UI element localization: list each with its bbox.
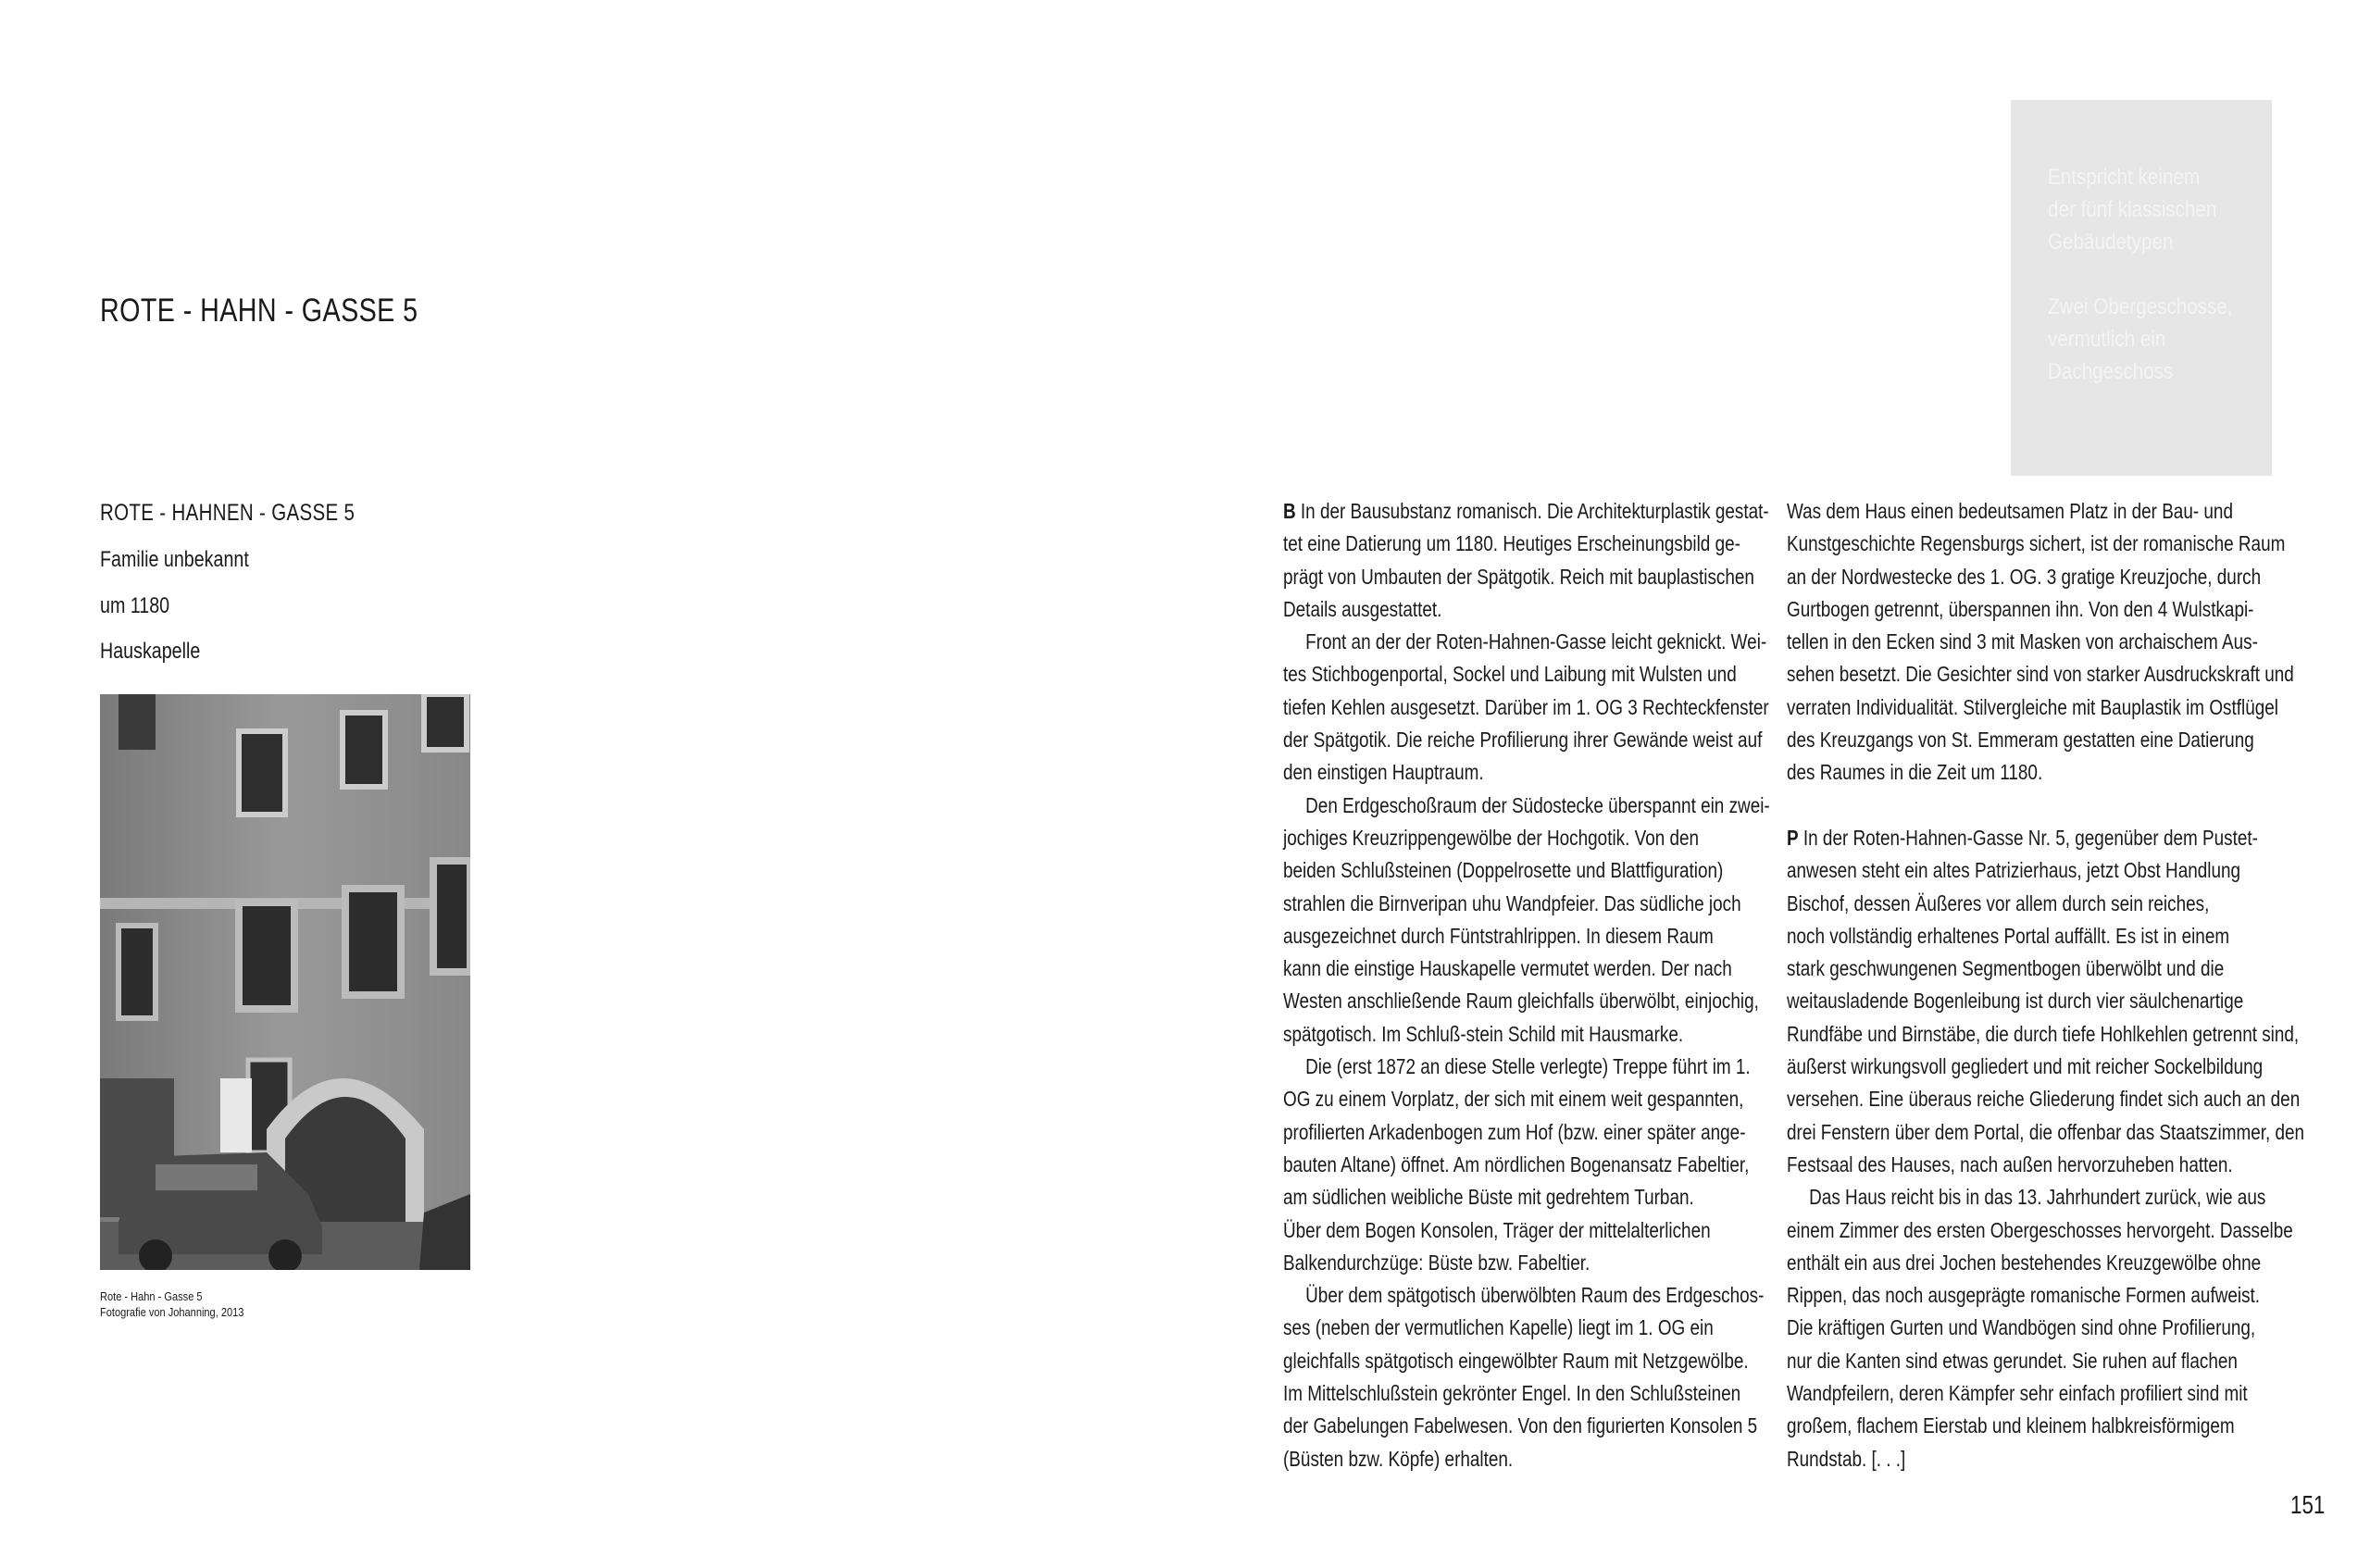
- text-line-content: der Gabelungen Fabelwesen. Von den figurierten Konsolen 5: [1283, 1413, 1758, 1438]
- text-line-content: Über dem Bogen Konsolen, Träger der mittelalterlichen: [1283, 1217, 1711, 1242]
- text-line-content: einem Zimmer des ersten Obergeschosses hervorgeht. Dasselbe: [1787, 1217, 2293, 1242]
- text-line-content: Kunstgeschichte Regensburgs sichert, ist der romanische Raum: [1787, 531, 2286, 556]
- text-line: [1283, 593, 1770, 626]
- text-line-content: Festsaal des Hauses, nach außen hervorzuheben hatten.: [1787, 1151, 2233, 1176]
- text-line-content: Rundfäbe und Birnstäbe, die durch tiefe Hohlkehlen getrennt sind,: [1787, 1021, 2300, 1046]
- text-line: [1283, 985, 1770, 1017]
- text-line: [1787, 1214, 2304, 1247]
- text-line-content: am südlichen weibliche Büste mit gedrehtem Turban.: [1283, 1185, 1694, 1210]
- text-line-content: Wandpfeilern, deren Kämpfer sehr einfach profiliert sind mit: [1787, 1381, 2248, 1406]
- text-line: [1283, 1443, 1770, 1475]
- text-line: [1283, 1149, 1770, 1181]
- text-line: [1787, 756, 2304, 789]
- text-line-content: kann die einstige Hauskapelle vermutet werden. Der nach: [1283, 956, 1732, 981]
- text-line-content: an der Nordwestecke des 1. OG. 3 gratige Kreuzjoche, durch: [1787, 564, 2262, 589]
- text-line-content: großem, flachem Eierstab und kleinem halbkreisförmigem: [1787, 1413, 2235, 1438]
- text-line-content: gleichfalls spätgotisch eingewölbter Raum mit Netzgewölbe.: [1283, 1348, 1749, 1373]
- text-line: [1787, 888, 2304, 920]
- text-line: [1787, 1116, 2304, 1149]
- text-line: [1787, 495, 2304, 528]
- text-line-content: ausgezeichnet durch Füntstrahlrippen. In diesem Raum: [1283, 923, 1714, 948]
- summary-line: Zwei Obergeschosse,: [2048, 294, 2233, 319]
- text-line: [1283, 1181, 1770, 1213]
- text-line-content: profilierten Arkadenbogen zum Hof (bzw. einer später ange-: [1283, 1119, 1746, 1144]
- text-line: [1787, 1345, 2304, 1377]
- text-line-content: Das Haus reicht bis in das 13. Jahrhundert zurück, wie aus: [1809, 1185, 2266, 1210]
- text-line-content: des Raumes in die Zeit um 1180.: [1787, 760, 2043, 785]
- date-text: um 1180: [100, 593, 170, 618]
- text-line-content: Front an der der Roten-Hahnen-Gasse leicht geknickt. Wei-: [1305, 629, 1767, 654]
- text-line: [1283, 920, 1770, 952]
- text-line-content: Die kräftigen Gurten und Wandbögen sind ohne Profilierung,: [1787, 1315, 2256, 1340]
- text-line: [1283, 1214, 1770, 1247]
- summary-line: Dachgeschoss: [2048, 359, 2174, 384]
- text-line: [1283, 1345, 1770, 1377]
- text-line-content: Balkendurchzüge: Büste bzw. Fabeltier.: [1283, 1250, 1590, 1275]
- text-line-content: beiden Schlußsteinen (Doppelrosette und Blattfiguration): [1283, 858, 1724, 883]
- text-line: [1283, 756, 1770, 789]
- page-number: 151: [2290, 1490, 2326, 1519]
- text-line-content: tiefen Kehlen ausgesetzt. Darüber im 1. OG 3 Rechteckfenster: [1283, 694, 1769, 719]
- text-line: [1787, 985, 2304, 1017]
- text-line: [1787, 1410, 2304, 1442]
- text-column-left: [1283, 495, 1770, 1475]
- text-line-content: In der Bausubstanz romanisch. Die Architekturplastik gestat-: [1300, 499, 1769, 523]
- text-line-content: enthält ein aus drei Jochen bestehendes Kreuzgewölbe ohne: [1787, 1250, 2262, 1275]
- text-line-content: stark geschwungenen Segmentbogen überwölbt und die: [1787, 956, 2225, 981]
- text-line-content: Die (erst 1872 an diese Stelle verlegte) Treppe führt im 1.: [1305, 1054, 1751, 1079]
- text-line: [1283, 626, 1770, 658]
- text-line-content: den einstigen Hauptraum.: [1283, 760, 1484, 785]
- text-line: [1283, 1279, 1770, 1312]
- building-photo-illustration: [100, 694, 470, 1270]
- text-line-content: der Spätgotik. Die reiche Profilierung ihrer Gewände weist auf: [1283, 728, 1763, 753]
- text-line-content: bauten Altane) öffnet. Am nördlichen Bogenansatz Fabeltier,: [1283, 1151, 1750, 1176]
- text-column-right: [1787, 495, 2304, 1475]
- text-line: [1283, 561, 1770, 593]
- text-line-content: des Kreuzgangs von St. Emmeram gestatten eine Datierung: [1787, 728, 2254, 753]
- text-line: [1283, 658, 1770, 691]
- text-line: [1283, 691, 1770, 724]
- text-line: [1787, 1279, 2304, 1312]
- text-line: [1283, 1247, 1770, 1279]
- text-line-content: versehen. Eine überaus reiche Gliederung findet sich auch an den: [1787, 1087, 2301, 1112]
- text-line: [1787, 658, 2304, 691]
- text-line-content: In der Roten-Hahnen-Gasse Nr. 5, gegenüber dem Pustet-: [1802, 825, 2258, 850]
- text-line: [1787, 593, 2304, 626]
- text-line: [1283, 1377, 1770, 1410]
- text-line: [1787, 724, 2304, 756]
- text-line: [1283, 952, 1770, 985]
- text-line: [1787, 1377, 2304, 1410]
- text-line-content: Details ausgestattet.: [1283, 596, 1442, 621]
- caption-credit: Fotografie von Johanning, 2013: [100, 1305, 244, 1319]
- text-line-content: drei Fenstern über dem Portal, die offenbar das Staatszimmer, den: [1787, 1119, 2305, 1144]
- summary-line: vermutlich ein: [2048, 327, 2166, 352]
- text-line: [1283, 528, 1770, 560]
- text-line: [1787, 1312, 2304, 1344]
- text-line: [1283, 888, 1770, 920]
- text-line-content: noch vollständig erhaltenes Portal auffällt. Es ist in einem: [1787, 923, 2230, 948]
- text-line: [1283, 1410, 1770, 1442]
- building-photo: [100, 694, 470, 1270]
- text-line: [1283, 790, 1770, 822]
- text-line-content: Im Mittelschlußstein gekrönter Engel. In den Schlußsteinen: [1283, 1381, 1741, 1406]
- text-line: [1283, 822, 1770, 854]
- text-line: [1283, 1083, 1770, 1115]
- photo-caption: [100, 1288, 243, 1320]
- text-line: [1787, 822, 2304, 854]
- building-heading: ROTE - HAHNEN - GASSE 5: [100, 500, 356, 526]
- text-line-content: tet eine Datierung um 1180. Heutiges Erscheinungsbild ge-: [1283, 531, 1740, 556]
- text-line: [1283, 1051, 1770, 1083]
- text-line-content: sehen besetzt. Die Gesichter sind von starker Ausdruckskraft und: [1787, 662, 2294, 687]
- summary-line: Gebäudetypen: [2048, 230, 2174, 255]
- text-line-content: strahlen die Birnveripan uhu Wandpfeier. Das südliche joch: [1283, 890, 1741, 915]
- text-line: [1787, 920, 2304, 952]
- text-line-content: Über dem spätgotisch überwölbten Raum des Erdgeschos-: [1305, 1283, 1765, 1308]
- text-line-content: Bischof, dessen Äußeres vor allem durch sein reiches,: [1787, 890, 2210, 915]
- paragraph-lead-letter: B: [1283, 499, 1296, 523]
- summary-line: Entspricht keinem: [2048, 165, 2201, 190]
- text-line: [1787, 854, 2304, 887]
- text-line-content: Den Erdgeschoßraum der Südostecke überspannt ein zwei-: [1305, 792, 1770, 817]
- text-line-content: prägt von Umbauten der Spätgotik. Reich mit bauplastischen: [1283, 564, 1754, 589]
- text-line-content: nur die Kanten sind etwas gerundet. Sie ruhen auf flachen: [1787, 1348, 2238, 1373]
- text-line-content: weitausladende Bogenleibung ist durch vier säulchenartige: [1787, 989, 2244, 1014]
- text-line: [1787, 1149, 2304, 1181]
- text-line-content: jochiges Kreuzrippengewölbe der Hochgotik. Von den: [1283, 825, 1700, 850]
- text-line-content: Was dem Haus einen bedeutsamen Platz in der Bau- und: [1787, 499, 2233, 523]
- text-line-content: ses (neben der vermutlichen Kapelle) liegt im 1. OG ein: [1283, 1315, 1714, 1340]
- text-line-content: tes Stichbogenportal, Sockel und Laibung mit Wulsten und: [1283, 662, 1737, 687]
- paragraph-gap: [1787, 790, 2304, 822]
- text-line: [1283, 1116, 1770, 1149]
- text-line: [1283, 495, 1770, 528]
- text-line: [1787, 1247, 2304, 1279]
- text-line-content: tellen in den Ecken sind 3 mit Masken von archaischem Aus-: [1787, 629, 2258, 654]
- text-line-content: (Büsten bzw. Köpfe) erhalten.: [1283, 1446, 1514, 1471]
- caption-title: Rote - Hahn - Gasse 5: [100, 1289, 203, 1303]
- text-line-content: Gurtbogen getrennt, überspannen ihn. Von den 4 Wulstkapi-: [1787, 596, 2254, 621]
- owner-text: Familie unbekannt: [100, 547, 249, 572]
- text-line: [1787, 691, 2304, 724]
- text-line-content: Rundstab. [. . .]: [1787, 1446, 1906, 1471]
- text-line-content: anwesen steht ein altes Patrizierhaus, jetzt Obst Handlung: [1787, 858, 2241, 883]
- text-line: [1283, 724, 1770, 756]
- text-line-content: spätgotisch. Im Schluß-stein Schild mit Hausmarke.: [1283, 1021, 1684, 1046]
- text-line-content: Westen anschließende Raum gleichfalls überwölbt, einjochig,: [1283, 989, 1759, 1014]
- text-line: [1787, 626, 2304, 658]
- text-line: [1787, 1083, 2304, 1115]
- summary-line: [2048, 258, 2255, 291]
- text-line: [1283, 1312, 1770, 1344]
- page-title: ROTE - HAHN - GASSE 5: [100, 292, 418, 329]
- text-line-content: OG zu einem Vorplatz, der sich mit einem weit gespannten,: [1283, 1087, 1744, 1112]
- text-line: [1283, 1018, 1770, 1051]
- text-line: [1787, 1051, 2304, 1083]
- summary-text: [2048, 161, 2255, 388]
- paragraph-lead-letter: P: [1787, 825, 1799, 850]
- text-line: [1787, 1443, 2304, 1475]
- text-line: [1283, 854, 1770, 887]
- text-line-content: äußerst wirkungsvoll gegliedert und mit reicher Sockelbildung: [1787, 1054, 2264, 1079]
- text-line: [1787, 528, 2304, 560]
- text-line-content: verraten Individualität. Stilvergleiche mit Bauplastik im Ostflügel: [1787, 694, 2278, 719]
- text-line: [1787, 1181, 2304, 1213]
- text-line: [1787, 561, 2304, 593]
- text-line-content: Rippen, das noch ausgeprägte romanische Formen aufweist.: [1787, 1283, 2261, 1308]
- summary-line: der fünf klassischen: [2048, 197, 2217, 222]
- text-line: [1787, 1018, 2304, 1051]
- function-text: Hauskapelle: [100, 639, 201, 664]
- summary-box: [2011, 100, 2272, 476]
- text-line: [1787, 952, 2304, 985]
